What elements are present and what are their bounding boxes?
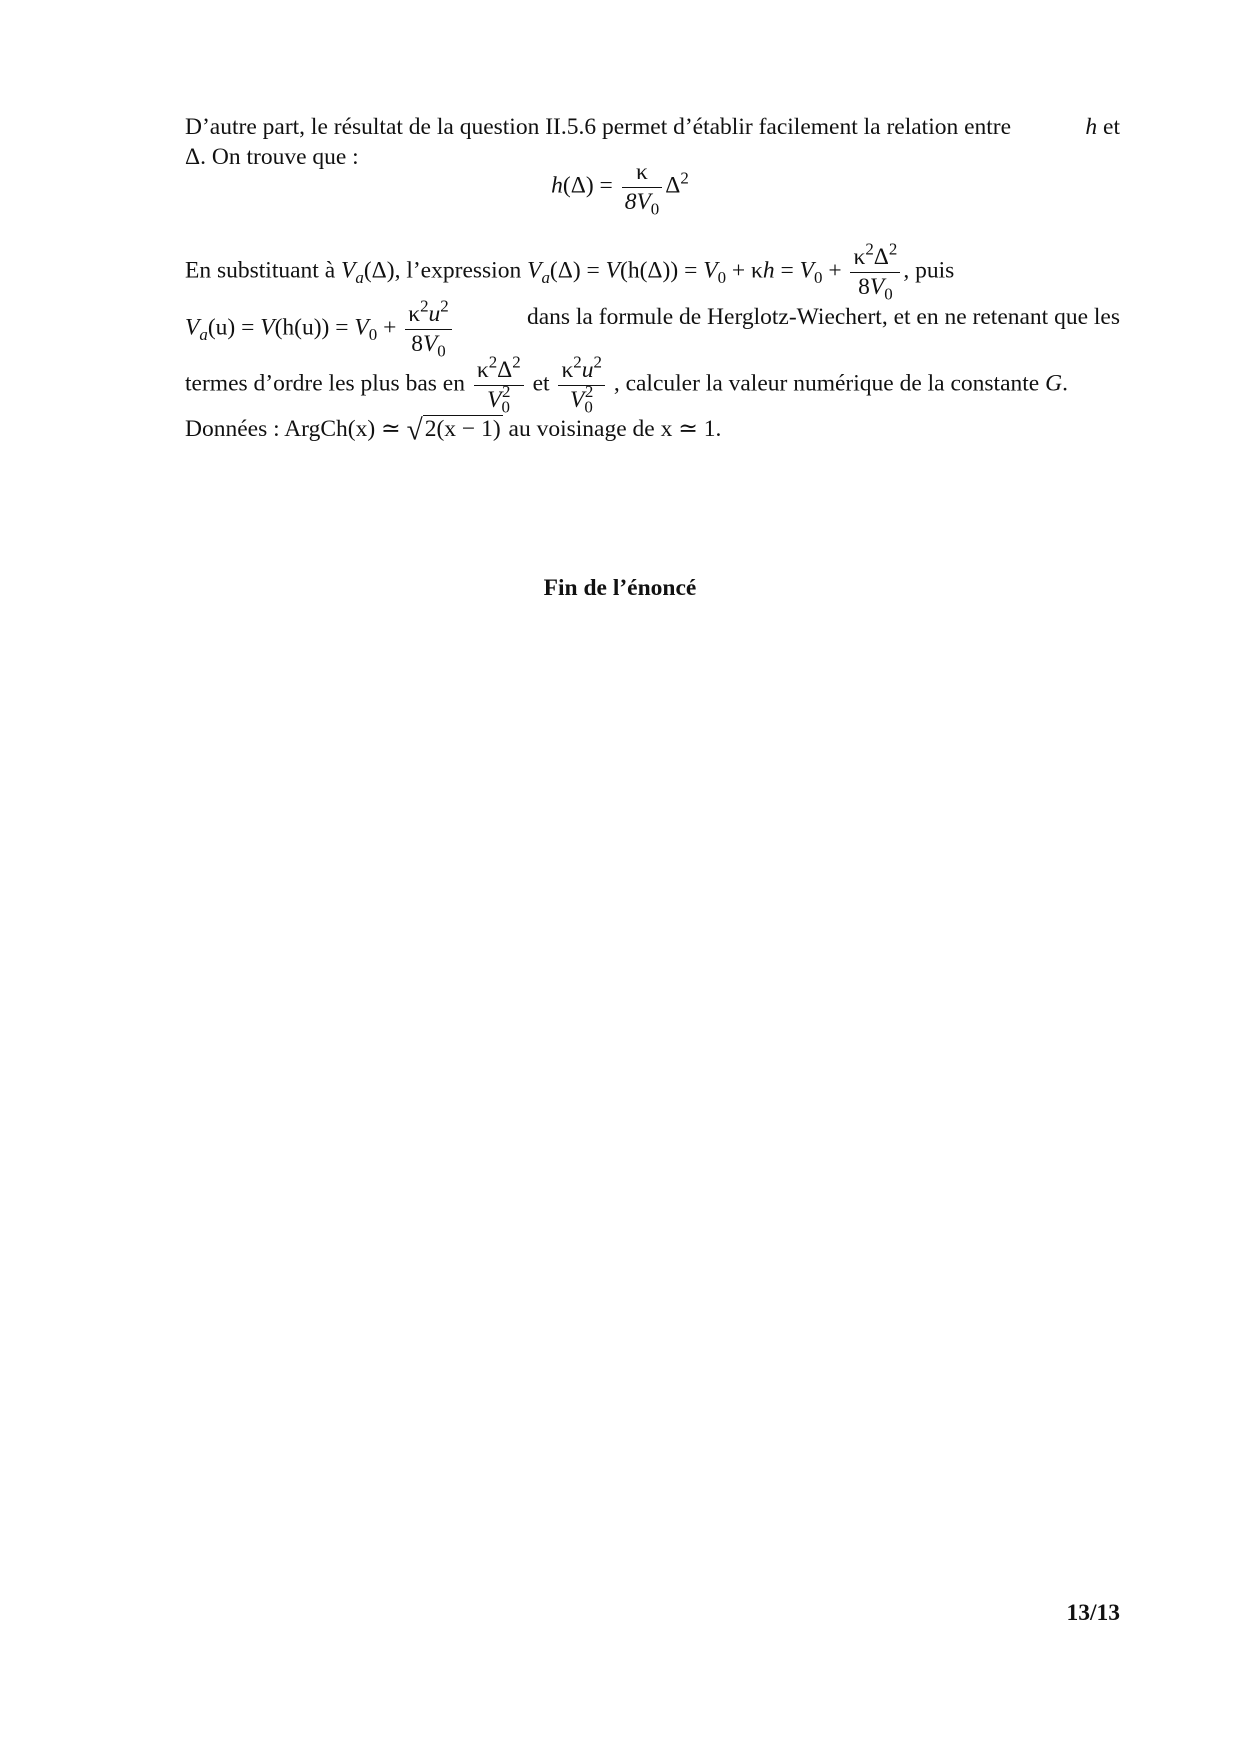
donnees-line: Données : ArgCh(x) ≃ √2(x − 1) au voisinage de x ≃ 1. (185, 414, 722, 447)
fraction: $\frac{\kappa^2u^2}{8V_0}$ (405, 302, 452, 356)
page-number: 13/13 (1066, 1600, 1120, 1626)
square-root: √2(x − 1) (406, 414, 501, 447)
text: D’autre part, le résultat de la question II.5.6 permet d’établir facilement la relation entre (185, 114, 1012, 140)
paragraph-2-line-2: $V_a(u) = V(h(u)) = V_0$ + $\frac{\kappa^2u^2}{8V_0}$ dans la formule de Herglotz-Wiechert, et en ne retenant que les (185, 296, 1120, 361)
end-of-statement: Fin de l’énoncé (543, 575, 697, 601)
paragraph-2-line-3: termes d’ordre les plus bas en $\frac{\kappa^2\Delta^2}{V_0^2}$ et $\frac{\kappa^2u^2}{V_0^2}$ , calculer la valeur numérique de la constante G. (185, 352, 1068, 417)
fraction: $\frac{\kappa^2\Delta^2}{V_0^2}$ (474, 358, 524, 412)
var-h: h (1085, 114, 1098, 140)
paragraph-2-line-1: En substituant à $V_a(\Delta)$, l’expression $V_a(\Delta) = V(h(\Delta)) = V_0 + \kappa h = V_0$ + $\frac{\kappa^2\Delta^2}{8V_0}$ , puis (185, 239, 955, 304)
fraction: $\frac{\kappa^2u^2}{V_0^2}$ (558, 358, 605, 412)
fraction: $\frac{\kappa}{8V_0}$ (622, 160, 663, 214)
equation-h-delta: h(Δ) = $\frac{\kappa}{8V_0}$ $\Delta^2$ (551, 159, 689, 219)
text: et (1103, 114, 1120, 140)
paragraph-1-line-1 (185, 112, 1120, 142)
fraction: $\frac{\kappa^2\Delta^2}{8V_0}$ (850, 245, 900, 299)
paragraph-1-line-2: Δ. On trouve que : (185, 144, 359, 170)
